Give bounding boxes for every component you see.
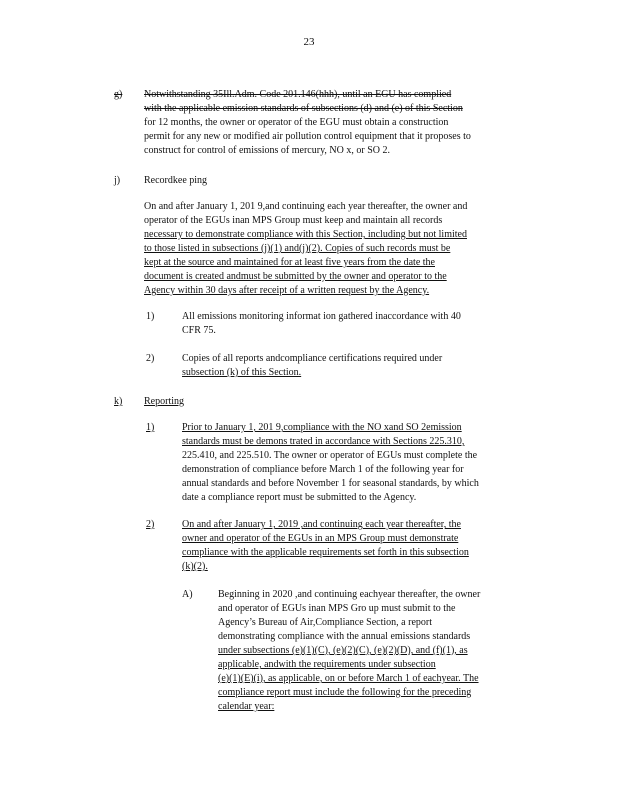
page-number: 23 <box>303 36 315 48</box>
text-line: date a compliance report must be submitted to the Agency. <box>182 492 417 503</box>
text-line: Agency’s Bureau of Air,Compliance Section, a report <box>218 617 432 628</box>
text-line: calendar year: <box>218 701 275 712</box>
text-line: demonstrating compliance with the annual emissions standards <box>218 631 471 642</box>
section-g-text <box>144 88 536 158</box>
text-line: 225.410, and 225.510. The owner or operator of EGUs must complete the <box>182 450 478 461</box>
k-item1-label: 1) <box>146 422 155 433</box>
j-item1-text <box>182 310 516 338</box>
text-line: subsection (k) of this Section. <box>182 367 302 378</box>
k-subA-label: A) <box>182 589 193 600</box>
section-j-label: j) <box>114 175 121 186</box>
text-line: Beginning in 2020 ,and continuing eachyear thereafter, the owner <box>218 589 481 600</box>
text-line: document is created andmust be submitted by the owner and operator to the <box>144 271 447 282</box>
text-line: Notwithstanding 35Ill.Adm. Code 201.146(hhh), until an EGU has complied <box>144 89 452 100</box>
text-line: On and after January 1, 2019 ,and continuing each year thereafter, the <box>182 519 461 530</box>
section-j-text <box>144 200 536 298</box>
text-line: applicable, andwith the requirements under subsection <box>218 659 436 670</box>
text-line: CFR 75. <box>182 325 216 336</box>
text-line: kept at the source and maintained for at least five years from the date the <box>144 257 435 268</box>
j-item2-text <box>182 352 516 380</box>
text-line: standards must be demons trated in accordance with Sections 225.310, <box>182 436 465 447</box>
j-item2-label: 2) <box>146 353 155 364</box>
text-line: operator of the EGUs inan MPS Group must keep and maintain all records <box>144 215 443 226</box>
text-line: (e)(1)(E)(i), as applicable, on or before March 1 of eachyear. The <box>218 673 479 684</box>
text-line: Copies of all reports andcompliance certifications required under <box>182 353 443 364</box>
text-line: demonstration of compliance before March 1 of the following year for <box>182 464 464 475</box>
k-subA-text <box>218 588 538 714</box>
text-line: owner and operator of the EGUs in an MPS Group must demonstrate <box>182 533 459 544</box>
text-line: Prior to January 1, 201 9,compliance with the NO xand SO 2emission <box>182 422 462 433</box>
section-k-label: k) <box>114 396 123 407</box>
k-item2-text <box>182 518 516 574</box>
text-line: construct for control of emissions of mercury, NO x, or SO 2. <box>144 145 390 156</box>
text-line: compliance report must include the following for the preceding <box>218 687 472 698</box>
text-line: On and after January 1, 201 9,and continuing each year thereafter, the owner and <box>144 201 468 212</box>
text-line: necessary to demonstrate compliance with this Section, including but not limited <box>144 229 467 240</box>
text-line: and operator of EGUs inan MPS Gro up must submit to the <box>218 603 456 614</box>
text-line: to those listed in subsections (j)(1) and(j)(2). Copies of such records must be <box>144 243 451 254</box>
section-k-heading: Reporting <box>144 396 184 407</box>
text-line: under subsections (e)(1)(C), (e)(2)(C), (e)(2)(D), and (f)(1), as <box>218 645 468 656</box>
section-j-heading: Recordkee ping <box>144 175 208 186</box>
text-line: Agency within 30 days after receipt of a written request by the Agency. <box>144 285 430 296</box>
j-item1-label: 1) <box>146 311 155 322</box>
text-line: (k)(2). <box>182 561 208 572</box>
section-g-label: g) <box>114 89 123 100</box>
text-line: compliance with the applicable requirements set forth in this subsection <box>182 547 469 558</box>
k-item1-text <box>182 421 538 505</box>
text-line: annual standards and before November 1 for seasonal standards, by which <box>182 478 479 489</box>
text-line: permit for any new or modified air pollution control equipment that it proposes to <box>144 131 471 142</box>
text-line: with the applicable emission standards of subsections (d) and (e) of this Section <box>144 103 463 114</box>
k-item2-label: 2) <box>146 519 155 530</box>
text-line: All emissions monitoring informat ion gathered inaccordance with 40 <box>182 311 461 322</box>
text-line: for 12 months, the owner or operator of the EGU must obtain a construction <box>144 117 449 128</box>
